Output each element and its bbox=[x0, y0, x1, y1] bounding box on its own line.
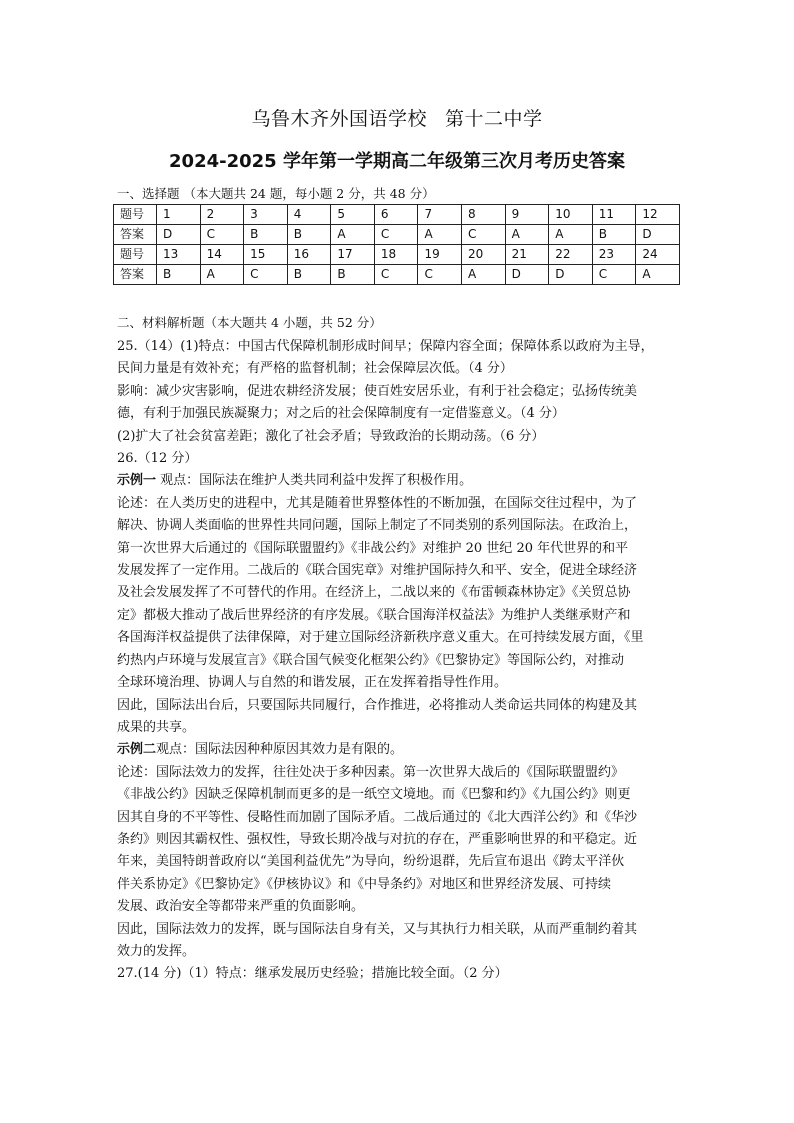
line-text: 成果的共享。 bbox=[117, 719, 196, 735]
answer-line bbox=[117, 919, 685, 941]
answer-line bbox=[117, 739, 685, 761]
line-text: 观点：国际法因种种原因其效力是有限的。 bbox=[156, 742, 404, 758]
answer-line bbox=[117, 560, 685, 582]
answer-cell: D bbox=[636, 225, 680, 245]
row-label: 答案 bbox=[114, 265, 157, 285]
example-label: 示例一 bbox=[117, 473, 157, 489]
answer-line bbox=[117, 896, 685, 918]
line-text: 民间力量是有效补充；有严格的监督机制；社会保障层次低。（4 分） bbox=[117, 361, 513, 377]
answer-line bbox=[117, 807, 685, 829]
line-text: 发展、政治安全等都带来严重的负面影响。 bbox=[117, 899, 365, 915]
line-text: 论述：在人类历史的进程中，尤其是随着世界整体性的不断加强，在国际交往过程中，为了 bbox=[117, 495, 638, 511]
answer-line bbox=[117, 605, 685, 627]
question-number-cell: 4 bbox=[287, 205, 331, 225]
question-number-cell: 8 bbox=[462, 205, 506, 225]
answer-line bbox=[117, 695, 685, 717]
question-number-cell: 3 bbox=[244, 205, 288, 225]
answer-cell: B bbox=[331, 265, 375, 285]
question-number-cell: 13 bbox=[157, 245, 201, 265]
section-two-heading: 二、材料解析题（本大题共 4 小题，共 52 分） bbox=[117, 315, 382, 330]
question-number-cell: 2 bbox=[200, 205, 244, 225]
line-text: 观点：国际法在维护人类共同利益中发挥了积极作用。 bbox=[156, 473, 473, 489]
answer-line bbox=[117, 672, 685, 694]
line-text: 约热内卢环境与发展宣言》《联合国气候变化框架公约》《巴黎协定》等国际公约，对推动 bbox=[117, 652, 625, 668]
line-text: 定》都极大推动了战后世界经济的有序发展。《联合国海洋权益法》为维护人类继承财产和 bbox=[117, 607, 631, 623]
answer-cell: B bbox=[592, 225, 636, 245]
answer-line bbox=[117, 470, 685, 492]
answer-line bbox=[117, 650, 685, 672]
line-text: 发展发挥了一定作用。二战后的《联合国宪章》对维护国际持久和平、安全，促进全球经济 bbox=[117, 563, 638, 579]
line-text: 伴关系协定》《巴黎协定》《伊核协议》和《中导条约》对地区和世界经济发展、可持续 bbox=[117, 876, 612, 892]
answer-cell: B bbox=[287, 225, 331, 245]
answer-cell: A bbox=[418, 225, 462, 245]
question-number-cell: 16 bbox=[287, 245, 331, 265]
line-text: 德，有利于加强民族凝聚力；对之后的社会保障制度有一定借鉴意义。（4 分） bbox=[117, 406, 565, 422]
line-text: 论述：国际法效力的发挥，往往处决于多种因素。第一次世界大战后的《国际联盟盟约》 bbox=[117, 764, 625, 780]
line-text: 因此，国际法出台后，只要国际共同履行，合作推进，必将推动人类命运共同体的构建及其 bbox=[117, 697, 638, 713]
answer-cell: A bbox=[331, 225, 375, 245]
question-number-cell: 18 bbox=[374, 245, 418, 265]
question-number-cell: 23 bbox=[592, 245, 636, 265]
answer-line bbox=[117, 493, 685, 515]
question-number-cell: 21 bbox=[505, 245, 549, 265]
answer-line bbox=[117, 538, 685, 560]
line-text: 因其自身的不平等性、侵略性而加剧了国际矛盾。二战后通过的《北大西洋公约》和《华沙 bbox=[117, 809, 638, 825]
answer-cell: C bbox=[374, 265, 418, 285]
answer-cell: D bbox=[505, 265, 549, 285]
answer-line bbox=[117, 403, 685, 425]
table-row bbox=[114, 265, 680, 285]
answer-cell: C bbox=[374, 225, 418, 245]
answer-cell: B bbox=[244, 225, 288, 245]
answer-cell: C bbox=[244, 265, 288, 285]
question-number-cell: 24 bbox=[636, 245, 680, 265]
answer-cell: C bbox=[462, 225, 506, 245]
answer-line bbox=[117, 381, 685, 403]
question-number-cell: 17 bbox=[331, 245, 375, 265]
answer-line bbox=[117, 448, 685, 470]
school-name-b: 第十二中学 bbox=[445, 108, 543, 130]
answer-line bbox=[117, 762, 685, 784]
answer-cell: B bbox=[157, 265, 201, 285]
line-text: 全球环境治理、协调人与自然的和谐发展，正在发挥着指导性作用。 bbox=[117, 675, 508, 691]
line-text: 条约》则因其霸权性、强权性，导致长期冷战与对抗的存在，严重影响世界的和平稳定。近 bbox=[117, 831, 638, 847]
answer-cell: A bbox=[505, 225, 549, 245]
question-number-cell: 12 bbox=[636, 205, 680, 225]
section-one-heading: 一、选择题 （本大题共 24 题，每小题 2 分，共 48 分） bbox=[117, 186, 435, 201]
line-text: 各国海洋权益提供了法律保障，对于建立国际经济新秩序意义重大。在可持续发展方面，《里 bbox=[117, 630, 644, 646]
line-text: 效力的发挥。 bbox=[117, 943, 196, 959]
row-label: 题号 bbox=[114, 205, 157, 225]
answer-line bbox=[117, 717, 685, 739]
line-text: 解决、协调人类面临的世界性共同问题，国际上制定了不同类别的系列国际法。在政治上， bbox=[117, 518, 638, 534]
answer-cell: C bbox=[200, 225, 244, 245]
line-text: 影响：减少灾害影响，促进农耕经济发展；使百姓安居乐业，有利于社会稳定；弘扬传统美 bbox=[117, 383, 638, 399]
line-text: 第一次世界大后通过的《国际联盟盟约》《非战公约》对维护 20 世纪 20 年代世界的和平 bbox=[117, 540, 629, 556]
answer-line bbox=[117, 829, 685, 851]
answer-table bbox=[113, 204, 680, 285]
question-number-cell: 14 bbox=[200, 245, 244, 265]
question-number-cell: 6 bbox=[374, 205, 418, 225]
school-name-a: 乌鲁木齐外国语学校 bbox=[251, 108, 427, 130]
example-label: 示例二 bbox=[117, 742, 157, 758]
answer-line bbox=[117, 784, 685, 806]
line-text: 及社会发展发挥了不可替代的作用。在经济上，二战以来的《布雷顿森林协定》《关贸总协 bbox=[117, 585, 631, 601]
question-number-cell: 19 bbox=[418, 245, 462, 265]
line-text: 因此，国际法效力的发挥，既与国际法自身有关，又与其执行力相关联，从而严重制约着其 bbox=[117, 921, 638, 937]
line-text: 26.（12 分） bbox=[117, 451, 198, 467]
table-row bbox=[114, 225, 680, 245]
answer-line bbox=[117, 941, 685, 963]
question-number-cell: 20 bbox=[462, 245, 506, 265]
table-row bbox=[114, 245, 680, 265]
row-label: 答案 bbox=[114, 225, 157, 245]
answer-cell: B bbox=[287, 265, 331, 285]
row-label: 题号 bbox=[114, 245, 157, 265]
answer-cell: A bbox=[636, 265, 680, 285]
answer-line bbox=[117, 426, 685, 448]
answer-line bbox=[117, 627, 685, 649]
answer-line bbox=[117, 582, 685, 604]
question-number-cell: 9 bbox=[505, 205, 549, 225]
answer-cell: D bbox=[549, 265, 593, 285]
line-text: 27.(14 分)（1）特点：继承发展历史经验；措施比较全面。（2 分） bbox=[117, 966, 508, 982]
question-number-cell: 22 bbox=[549, 245, 593, 265]
school-title bbox=[0, 104, 794, 131]
answer-line bbox=[117, 874, 685, 896]
answer-line bbox=[117, 515, 685, 537]
answer-line bbox=[117, 336, 685, 358]
line-text: 年来，美国特朗普政府以“美国利益优先”为导向，纷纷退群，先后宣布退出《跨太平洋伙 bbox=[117, 854, 625, 870]
answer-cell: A bbox=[462, 265, 506, 285]
question-number-cell: 10 bbox=[549, 205, 593, 225]
question-number-cell: 11 bbox=[592, 205, 636, 225]
answer-cell: C bbox=[418, 265, 462, 285]
answer-line bbox=[117, 358, 685, 380]
line-text: (2)扩大了社会贫富差距；激化了社会矛盾；导致政治的长期动荡。（6 分） bbox=[117, 428, 545, 444]
question-number-cell: 7 bbox=[418, 205, 462, 225]
answer-cell: A bbox=[200, 265, 244, 285]
answer-cell: D bbox=[157, 225, 201, 245]
line-text: 25.（14）(1)特点：中国古代保障机制形成时间早；保障内容全面；保障体系以政府为主导， bbox=[117, 339, 654, 354]
answer-body bbox=[117, 336, 685, 986]
answer-line bbox=[117, 963, 685, 985]
question-number-cell: 5 bbox=[331, 205, 375, 225]
question-number-cell: 15 bbox=[244, 245, 288, 265]
answer-cell: C bbox=[592, 265, 636, 285]
answer-line bbox=[117, 851, 685, 873]
answer-cell: A bbox=[549, 225, 593, 245]
line-text: 《非战公约》因缺乏保障机制而更多的是一纸空文境地。而《巴黎和约》《九国公约》则更 bbox=[117, 787, 631, 803]
exam-title: 2024-2025 学年第一学期高二年级第三次月考历史答案 bbox=[169, 151, 625, 172]
table-row bbox=[114, 205, 680, 225]
question-number-cell: 1 bbox=[157, 205, 201, 225]
